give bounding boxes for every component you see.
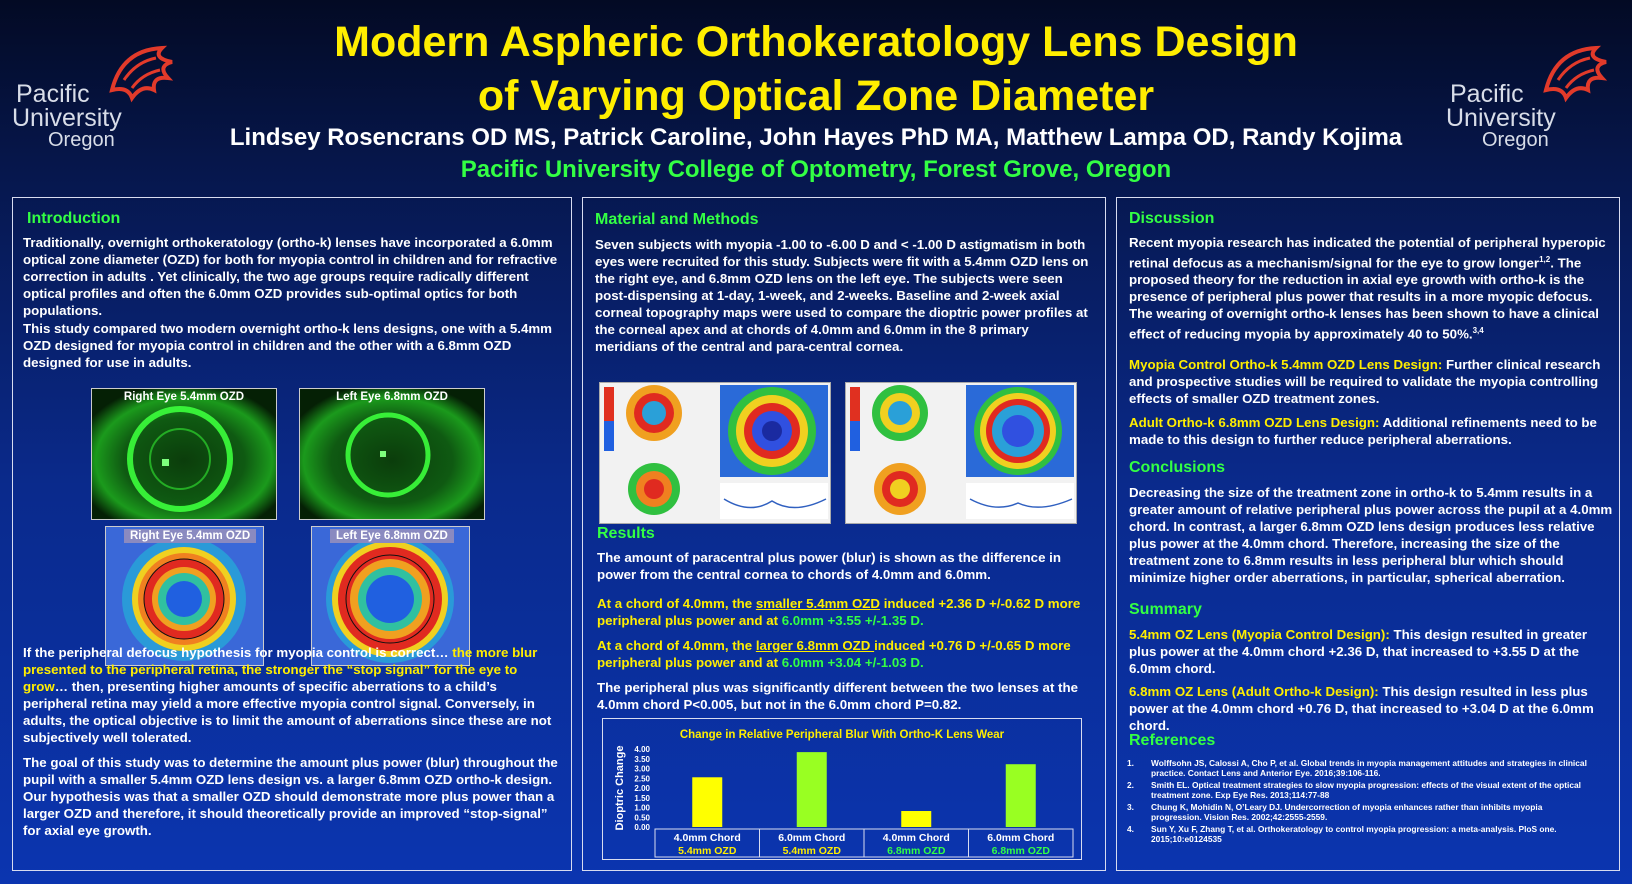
right-eye-topography-comparison <box>599 382 831 524</box>
x-category-sublabel: 5.4mm OZD <box>782 845 841 857</box>
logo-line-1: Pacific <box>16 80 90 108</box>
reference-text: Chung K, Mohidin N, O’Leary DJ. Undercorrection of myopia enhances rather than inhibits myopia progression. Vision Res. 2002;42:2555-2559. <box>1151 802 1543 823</box>
reference-number: 4. <box>1127 824 1134 834</box>
x-category-label: 4.0mm Chord <box>882 832 950 844</box>
results-paragraph-2 <box>597 595 1097 629</box>
reference-number: 1. <box>1127 758 1134 768</box>
lead-span: Myopia Control Ortho-k 5.4mm OZD Lens Design: <box>1129 357 1443 372</box>
topography-comparison-graphic <box>846 383 1076 523</box>
discussion-heading: Discussion <box>1129 210 1215 227</box>
conclusions-paragraph: Decreasing the size of the treatment zone in ortho-k to 5.4mm results in a greater amount of relative peripheral plus power across the pupil at a 4.0mm chord. In contrast, a larger 6.8mm OZD lens design produces less relative plus power at the 4.0mm chord. Therefore, increasing the size of the treatment zone to 6.8mm results in less peripheral blur which should minimize higher order aberrations, in particular, spherical aberration. <box>1129 485 1613 585</box>
intro-paragraph-2: This study compared two modern overnight ortho-k lens designs, one with a 5.4mm OZD designed for myopia control in children and the other with a 6.8mm OZD designed for use in adults. <box>23 321 552 370</box>
lead-span: Adult Ortho-k 6.8mm OZD Lens Design: <box>1129 415 1380 430</box>
bar <box>1006 764 1036 827</box>
text-span: induced +2.36 D +/-0.62 D more peripheral plus power and at <box>597 596 1081 628</box>
y-tick-label: 1.50 <box>634 793 650 803</box>
text-span: Recent myopia research has indicated the potential of peripheral hyperopic retinal defocus as a mechanism/signal for the eye to grow longer <box>1129 235 1606 271</box>
reference-number: 2. <box>1127 780 1134 790</box>
reference-text: Wolffsohn JS, Calossi A, Cho P, et al. Global trends in myopia management attitudes and strategies in clinical practice. Contact Lens and Anterior Eye. 2016;39:106-116. <box>1151 758 1587 779</box>
fluorescein-pattern-graphic <box>300 389 484 519</box>
text-span: At a chord of 4.0mm, the <box>597 638 756 653</box>
x-category-sublabel: 5.4mm OZD <box>678 845 737 857</box>
fluorescein-pattern-graphic <box>92 389 276 519</box>
text-span: Further clinical research and prospective studies will be required to validate the myopia controlling effects of smaller OZD treatment zones. <box>1129 357 1601 406</box>
y-tick-label: 3.50 <box>634 754 650 764</box>
affiliation: Pacific University College of Optometry, Forest Grove, Oregon <box>460 156 1172 183</box>
bar <box>692 777 722 827</box>
results-paragraph-1: The amount of paracentral plus power (blur) is shown as the difference in power from the central cornea to chords of 4.0mm and 6.0mm. <box>597 550 1061 582</box>
reference-number: 3. <box>1127 802 1134 812</box>
blur-change-chart <box>602 718 1082 860</box>
image-label: Right Eye 5.4mm OZD <box>124 529 256 543</box>
text-span: . The proposed theory for the reduction in axial eye growth with ortho-k is the presence of peripheral plus power that results in a more myopic defocus. The wearing of overnight ortho-k lenses has been shown to have a clinical effect of reducing myopia by approximately 40 to 50%. <box>1129 255 1599 342</box>
underlined-span: smaller 5.4mm OZD <box>755 596 881 611</box>
y-tick-label: 3.00 <box>634 764 650 774</box>
intro-paragraph-3 <box>23 644 563 746</box>
y-tick-label: 2.00 <box>634 784 650 793</box>
reference-text: Smith EL. Optical treatment strategies to slow myopia progression: effects of the visual extent of the optical treatment zone. Exp Eye Res. 2013;114:77-88 <box>1151 780 1581 801</box>
highlight-span: 6.0mm +3.55 +/-1.35 D. <box>781 613 924 628</box>
topography-comparison-graphic <box>600 383 830 523</box>
y-tick-label: 2.50 <box>634 774 650 784</box>
text-span: This design resulted in greater plus power at the 4.0mm chord +2.36 D, that increased to +3.55 D at the 6.0mm chord. <box>1129 627 1588 676</box>
x-category-label: 6.0mm Chord <box>987 832 1055 844</box>
logo-line-1: Pacific <box>1450 80 1524 108</box>
results-paragraph-4: The peripheral plus was significantly different between the two lenses at the 4.0mm chord P<0.005, but not in the 6.0mm chord P=0.82. <box>597 680 1079 712</box>
methods-paragraph: Seven subjects with myopia -1.00 to -6.00 D and < -1.00 D astigmatism in both eyes were recruited for this study. Subjects were fit with a 5.4mm OZD lens on the right eye, and 6.8mm OZD lens on the left eye. The subjects were seen post-dispensing at 1-day, 1-week, and 2-weeks. Baseline and 2-week axial corneal topography maps were used to compare the dioptric power profiles at the corneal apex and at chords of 4.0mm and 6.0mm in the 8 primary meridians of the central and para-central cornea. <box>595 237 1089 354</box>
highlight-span: the more blur presented to the peripheral retina, the stronger the “stop signal” for the eye to grow <box>23 645 538 694</box>
summary-item-2 <box>1129 683 1613 734</box>
discussion-paragraph-1 <box>1129 234 1613 343</box>
citation: 3,4 <box>1472 326 1484 336</box>
logo-line-2: University <box>12 104 122 132</box>
lead-span: 6.8mm OZ Lens (Adult Ortho-k Design): <box>1129 684 1379 699</box>
text-span: If the peripheral defocus hypothesis for myopia control is correct… <box>23 645 449 660</box>
logo-line-2: University <box>1446 104 1556 132</box>
bar <box>901 811 931 827</box>
underlined-span: larger 6.8mm OZD <box>755 638 875 653</box>
reference-text: Sun Y, Xu F, Zhang T, et al. Orthokeratology to control myopia progression: a meta-analysis. PloS one. 2015;10:e0124535 <box>1151 824 1557 845</box>
right-eye-fluorescein-image <box>91 388 277 520</box>
results-heading: Results <box>597 525 655 542</box>
text-span: Additional refinements need to be made to this design to further reduce peripheral aberrations. <box>1129 415 1597 447</box>
discussion-paragraph-3 <box>1129 414 1613 448</box>
y-tick-label: 4.00 <box>634 745 650 754</box>
intro-paragraph-4: The goal of this study was to determine the amount plus power (blur) throughout the pupil with a smaller 5.4mm OZD lens design vs. a larger 6.8mm OZD ortho-k design. Our hypothesis was that a smaller OZD should demonstrate more plus power than a larger OZD and therefore, it should theoretically provide an improved “stop-signal” for axial eye growth. <box>23 755 558 838</box>
image-label: Left Eye 6.8mm OZD <box>336 391 448 403</box>
y-tick-label: 0.50 <box>634 813 650 823</box>
y-tick-label: 0.00 <box>634 823 650 832</box>
references-heading: References <box>1129 732 1216 749</box>
x-category-label: 4.0mm Chord <box>673 832 741 844</box>
logo-line-3: Oregon <box>48 129 115 151</box>
authors: Lindsey Rosencrans OD MS, Patrick Caroline, John Hayes PhD MA, Matthew Lampa OD, Randy Kojima <box>229 124 1403 151</box>
introduction-panel <box>12 197 572 871</box>
text-span: At a chord of 4.0mm, the <box>597 596 756 611</box>
poster-title-line-2: of Varying Optical Zone Diameter <box>477 72 1155 120</box>
y-tick-label: 1.00 <box>634 803 650 813</box>
discussion-paragraph-2 <box>1129 356 1613 407</box>
intro-paragraph-1: Traditionally, overnight orthokeratology (ortho-k) lenses have incorporated a 6.0mm optical zone diameter (OZD) for both for myopia control in children and for refractive correction in adults . Yet clinically, the two age groups require radically different optical profiles and often the 6.0mm OZD provides sub-optimal optics for both populations. <box>23 235 558 318</box>
highlight-span: 6.0mm +3.04 +/-1.03 D. <box>781 655 924 670</box>
introduction-heading: Introduction <box>27 210 121 227</box>
y-axis-label: Dioptric Change <box>614 745 626 831</box>
x-category-label: 6.0mm Chord <box>778 832 846 844</box>
x-category-sublabel: 6.8mm OZD <box>887 845 946 857</box>
text-span: This design resulted in less plus power at the 4.0mm chord +0.76 D, that increased to +3.04 D at the 6.0mm chord. <box>1129 684 1594 733</box>
text-span: induced +0.76 D +/-0.65 D more peripheral plus power and at <box>597 638 1071 670</box>
x-category-sublabel: 6.8mm OZD <box>991 845 1050 857</box>
left-eye-topography-comparison <box>845 382 1077 524</box>
methods-results-panel <box>582 197 1106 871</box>
image-label: Left Eye 6.8mm OZD <box>330 529 454 543</box>
discussion-panel <box>1116 197 1620 871</box>
summary-item-1 <box>1129 626 1613 677</box>
methods-heading: Material and Methods <box>595 211 759 228</box>
chart-title: Change in Relative Peripheral Blur With Ortho-K Lens Wear <box>679 729 1005 741</box>
citation: 1,2 <box>1539 255 1551 264</box>
results-paragraph-3 <box>597 637 1097 671</box>
text-span: … then, presenting higher amounts of specific aberrations to a child’s peripheral retina may yield a more effective myopia control signal. Conversely, in adults, the optical objective is to limit the amount of aberrations since these are not subjectively well tolerated. <box>23 679 552 745</box>
lead-span: 5.4mm OZ Lens (Myopia Control Design): <box>1129 627 1390 642</box>
left-eye-fluorescein-image <box>299 388 485 520</box>
image-label: Right Eye 5.4mm OZD <box>123 391 245 403</box>
conclusions-heading: Conclusions <box>1129 459 1226 476</box>
summary-heading: Summary <box>1129 601 1202 618</box>
bar <box>797 752 827 827</box>
logo-line-3: Oregon <box>1482 129 1549 151</box>
poster-title-line-1: Modern Aspheric Orthokeratology Lens Design <box>334 18 1298 66</box>
